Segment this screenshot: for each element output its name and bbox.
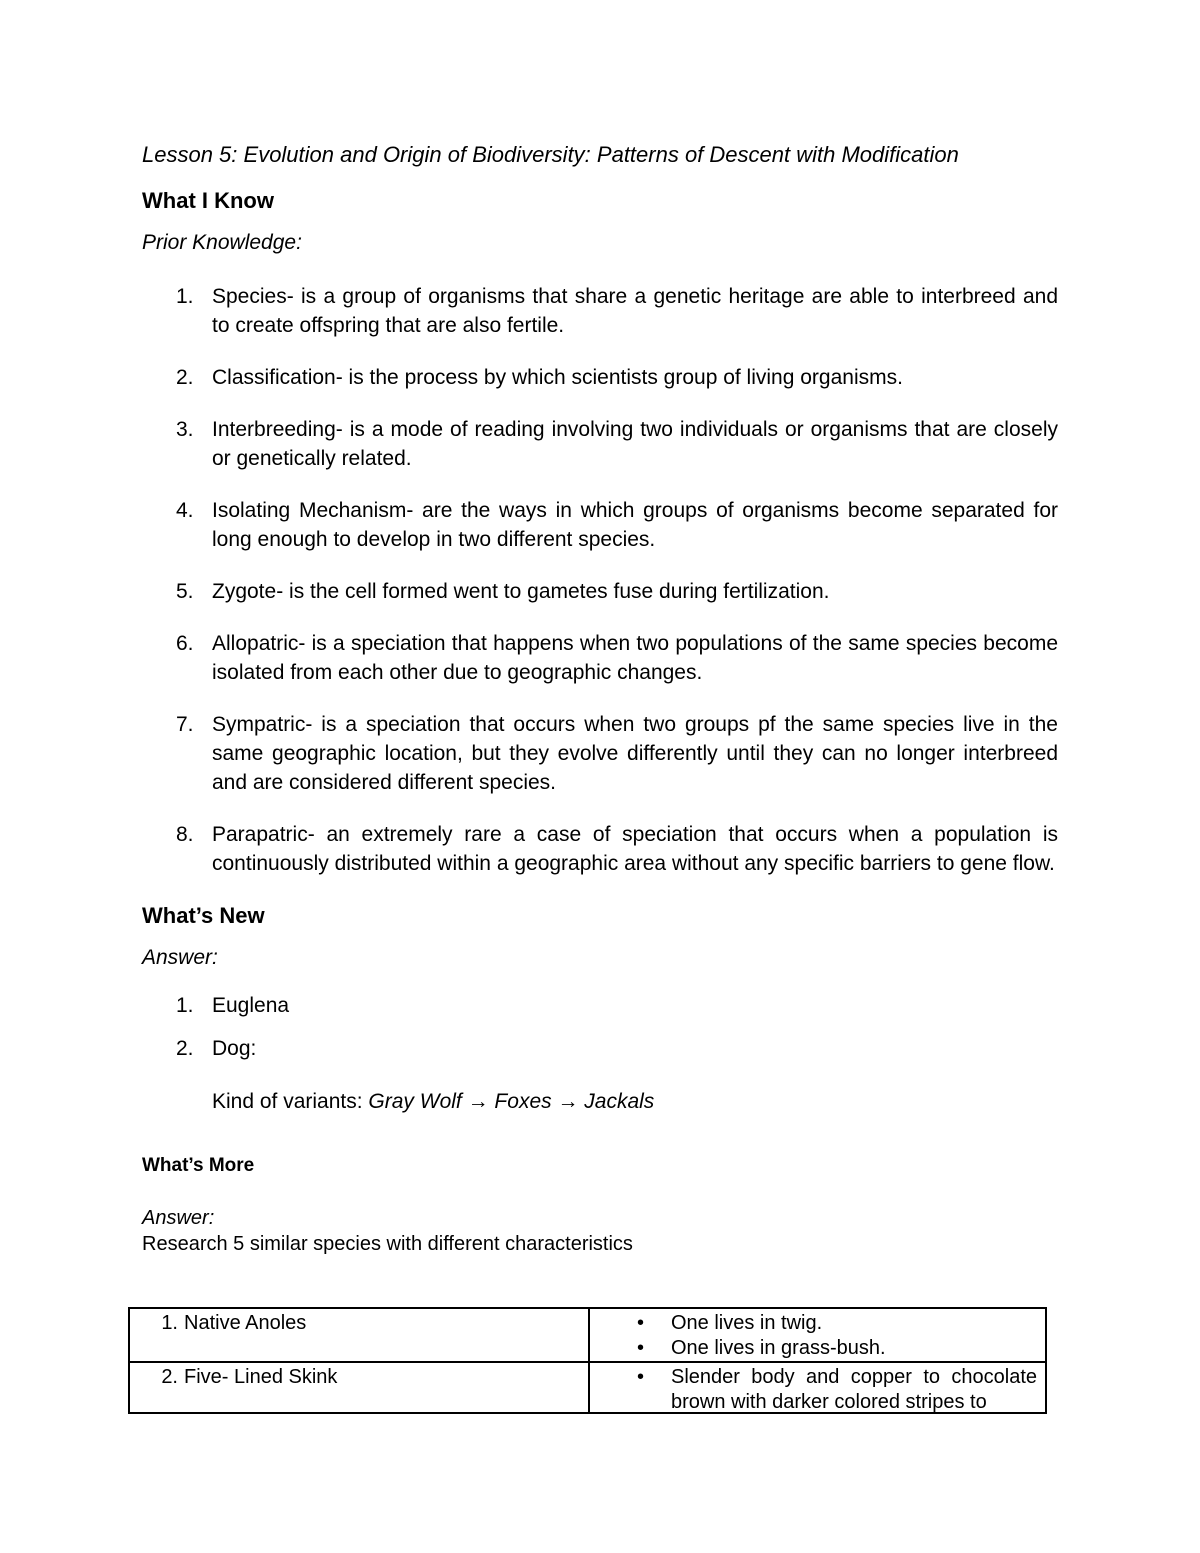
document-page — [142, 140, 1058, 1277]
species-name: Five- Lined Skink — [184, 1366, 338, 1388]
list-item — [142, 1034, 1058, 1063]
species-name: Native Anoles — [184, 1312, 307, 1334]
item-text: Species- is a group of organisms that share a genetic heritage are able to interbreed and to create offspring that are also fertile. — [212, 285, 1058, 337]
row-number: 2. — [161, 1366, 178, 1388]
whats-more-heading: What’s More — [142, 1155, 255, 1176]
bullet-icon: • — [637, 1337, 645, 1359]
item-number: 2. — [176, 1037, 194, 1060]
list-item — [142, 991, 1058, 1020]
bullet-text: Slender body and copper to chocolate brown with darker colored stripes to — [671, 1366, 1037, 1412]
lesson-title: Lesson 5: Evolution and Origin of Biodiversity: Patterns of Descent with Modification — [142, 142, 959, 167]
list-item — [142, 710, 1058, 797]
bullet-icon: • — [637, 1312, 645, 1334]
more-answer-label: Answer: — [142, 1207, 215, 1229]
item-number: 1. — [176, 285, 194, 308]
item-text: Dog: — [212, 1037, 257, 1060]
item-text: Classification- is the process by which scientists group of living organisms. — [212, 366, 903, 389]
bullet-icon: • — [637, 1366, 645, 1388]
list-item — [598, 1336, 1037, 1361]
more-task-text: Research 5 similar species with different characteristics — [142, 1233, 633, 1255]
species-name-cell — [129, 1362, 589, 1413]
characteristics-cell — [589, 1308, 1046, 1362]
item-number: 8. — [176, 823, 194, 846]
list-item — [142, 282, 1058, 340]
list-item — [142, 820, 1058, 878]
what-i-know-heading: What I Know — [142, 188, 274, 213]
answer-label: Answer: — [142, 946, 218, 969]
list-item — [598, 1365, 1037, 1412]
prior-knowledge-list — [142, 282, 1058, 878]
answer-list — [142, 991, 1058, 1063]
characteristics-list — [598, 1365, 1037, 1412]
characteristics-list — [598, 1311, 1037, 1361]
list-item — [142, 415, 1058, 473]
item-number: 3. — [176, 418, 194, 441]
prior-knowledge-label: Prior Knowledge: — [142, 231, 302, 254]
variants-line — [142, 1087, 1058, 1117]
item-text: Parapatric- an extremely rare a case of speciation that occurs when a population is continuously distributed within a geographic area without any specific barriers to gene flow. — [212, 823, 1058, 875]
list-item — [142, 577, 1058, 606]
species-name-cell — [129, 1308, 589, 1362]
item-number: 5. — [176, 580, 194, 603]
bullet-text: One lives in twig. — [671, 1312, 823, 1334]
bullet-text: One lives in grass-bush. — [671, 1337, 886, 1359]
item-number: 7. — [176, 713, 194, 736]
characteristics-clip — [598, 1365, 1037, 1412]
item-number: 2. — [176, 366, 194, 389]
item-number: 6. — [176, 632, 194, 655]
item-number: 4. — [176, 499, 194, 522]
list-item — [598, 1311, 1037, 1336]
item-text: Interbreeding- is a mode of reading involving two individuals or organisms that are closely or genetically related. — [212, 418, 1058, 470]
item-text: Zygote- is the cell formed went to gametes fuse during fertilization. — [212, 580, 830, 603]
variants-label: Kind of variants: — [212, 1090, 369, 1113]
item-number: 1. — [176, 994, 194, 1017]
species-table — [128, 1307, 1047, 1414]
item-text: Isolating Mechanism- are the ways in which groups of organisms become separated for long enough to develop in two different species. — [212, 499, 1058, 551]
variants-value: Gray Wolf → Foxes → Jackals — [368, 1090, 655, 1113]
row-number: 1. — [161, 1312, 178, 1334]
whats-new-heading: What’s New — [142, 903, 265, 928]
item-text: Euglena — [212, 994, 290, 1017]
item-text: Allopatric- is a speciation that happens when two populations of the same species become isolated from each other due to geographic changes. — [212, 632, 1058, 684]
table-row — [129, 1308, 1046, 1362]
list-item — [142, 629, 1058, 687]
characteristics-cell — [589, 1362, 1046, 1413]
item-text: Sympatric- is a speciation that occurs when two groups pf the same species live in the same geographic location, but they evolve differently until they can no longer interbreed and are considered different species. — [212, 713, 1058, 794]
list-item — [142, 496, 1058, 554]
list-item — [142, 363, 1058, 392]
table-row — [129, 1362, 1046, 1413]
